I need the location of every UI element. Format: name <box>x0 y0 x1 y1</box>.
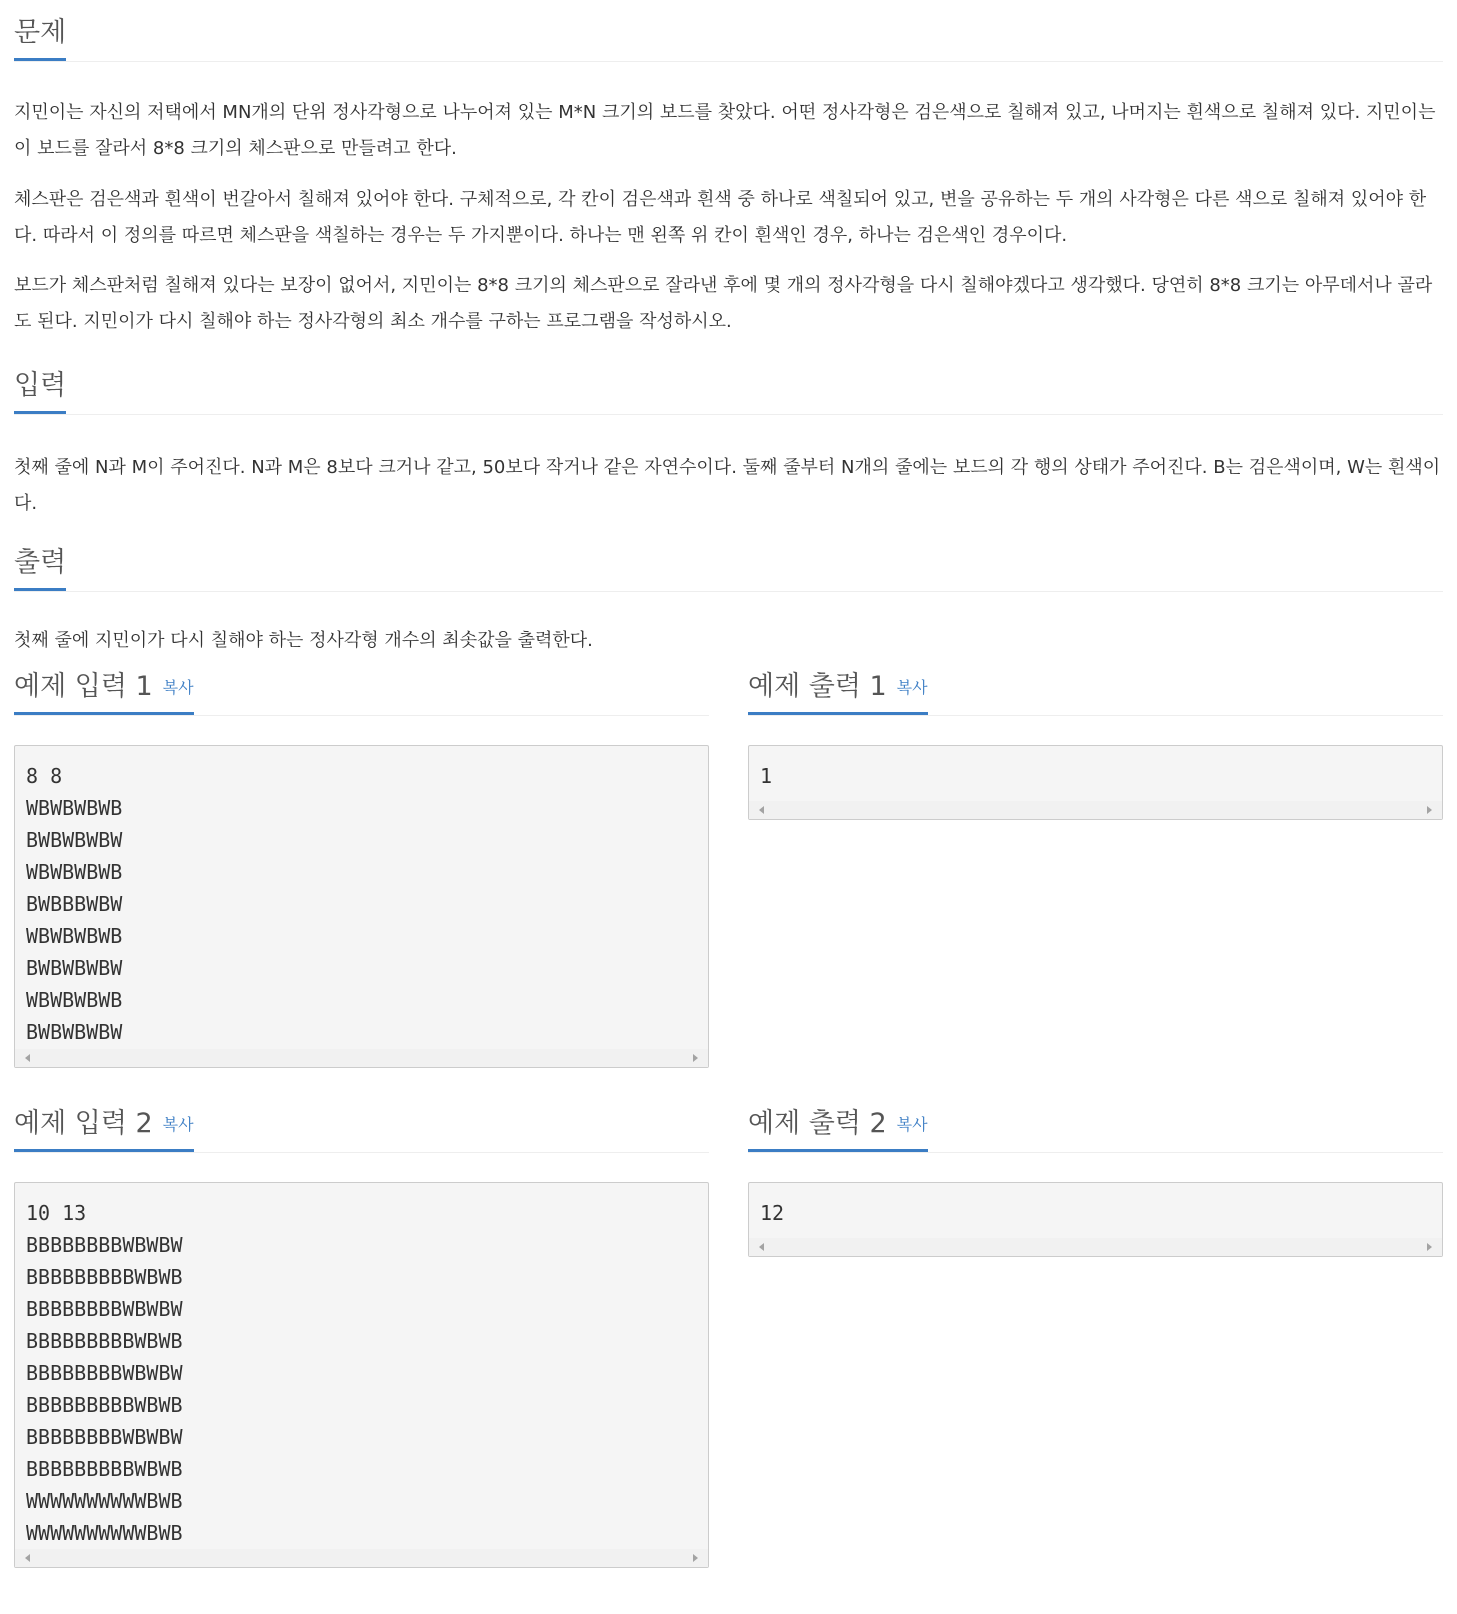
sample-output-1-title <box>748 673 928 715</box>
scroll-right-arrow-icon[interactable] <box>693 1554 698 1562</box>
scroll-right-arrow-icon[interactable] <box>1427 1243 1432 1251</box>
sample-input-2-section <box>14 1090 709 1545</box>
sample-output-1-text: 1 <box>760 764 773 788</box>
problem-title: 문제 <box>14 19 66 61</box>
copy-sample-output-1-button[interactable]: 복사 <box>896 678 928 697</box>
sample-output-2-title <box>748 1110 928 1152</box>
sample-output-1-scrollbar[interactable] <box>749 801 1442 819</box>
problem-paragraph-1: 지민이는 자신의 저택에서 MN개의 단위 정사각형으로 나누어져 있는 M*N 크기의 보드를 찾았다. 어떤 정사각형은 검은색으로 칠해져 있고, 나머지는 흰색으로 칠해져 있다. 지민이는 이 보드를 잘라서 8*8 크기의 체스판으로 만들려고 한다. <box>14 102 1436 159</box>
scroll-left-arrow-icon[interactable] <box>25 1554 30 1562</box>
copy-sample-output-2-button[interactable]: 복사 <box>896 1115 928 1134</box>
problem-paragraph-3: 보드가 체스판처럼 칠해져 있다는 보장이 없어서, 지민이는 8*8 크기의 체스판으로 잘라낸 후에 몇 개의 정사각형을 다시 칠해야겠다고 생각했다. 당연히 8*8 크기는 아무데서나 골라도 된다. 지민이가 다시 칠해야 하는 정사각형의 최소 개수를 구하는 프로그램을 작성하시오. <box>14 275 1433 332</box>
sample-input-1-label: 예제 입력 1 <box>14 671 153 702</box>
input-title: 입력 <box>14 372 66 414</box>
sample-input-2-box[interactable] <box>14 1182 709 1568</box>
scroll-right-arrow-icon[interactable] <box>693 1054 698 1062</box>
sample-input-2-headline <box>14 1090 709 1153</box>
scroll-left-arrow-icon[interactable] <box>759 1243 764 1251</box>
sample-output-2-box[interactable] <box>748 1182 1443 1257</box>
scroll-left-arrow-icon[interactable] <box>759 806 764 814</box>
sample-input-1-headline <box>14 653 709 716</box>
output-section <box>14 530 1443 651</box>
sample-input-2-label: 예제 입력 2 <box>14 1108 153 1139</box>
sample-output-1-label: 예제 출력 1 <box>748 671 887 702</box>
input-paragraph-1: 첫째 줄에 N과 M이 주어진다. N과 M은 8보다 크거나 같고, 50보다 작거나 같은 자연수이다. 둘째 줄부터 N개의 줄에는 보드의 각 행의 상태가 주어진다. B는 검은색이며, W는 흰색이다. <box>14 457 1441 514</box>
sample-input-1-box[interactable] <box>14 745 709 1068</box>
sample-input-1-title <box>14 673 194 715</box>
input-section <box>14 353 1443 514</box>
problem-headline <box>14 0 1443 62</box>
output-headline <box>14 530 1443 592</box>
sample-input-2-text: 10 13 BBBBBBBBWBWBW BBBBBBBBBWBWB BBBBBBBBWBWBW BBBBBBBBBWBWB BBBBBBBBWBWBW BBBBBBBBBWBWB BBBBBBBBWBWBW BBBBBBBBBWBWB WWWWWWWWWWBWB WWWWWWWWWWBWB <box>26 1201 183 1545</box>
sample-output-1-headline <box>748 653 1443 716</box>
copy-sample-input-1-button[interactable]: 복사 <box>162 678 194 697</box>
sample-input-1-scrollbar[interactable] <box>15 1049 708 1067</box>
problem-paragraph-2: 체스판은 검은색과 흰색이 번갈아서 칠해져 있어야 한다. 구체적으로, 각 칸이 검은색과 흰색 중 하나로 색칠되어 있고, 변을 공유하는 두 개의 사각형은 다른 색으로 칠해져 있어야 한다. 따라서 이 정의를 따르면 체스판을 색칠하는 경우는 두 가지뿐이다. 하나는 맨 왼쪽 위 칸이 흰색인 경우, 하나는 검은색인 경우이다. <box>14 189 1427 246</box>
sample-output-1-section <box>748 653 1443 788</box>
sample-input-1-text: 8 8 WBWBWBWB BWBWBWBW WBWBWBWB BWBBBWBW WBWBWBWB BWBWBWBW WBWBWBWB BWBWBWBW <box>26 764 123 1044</box>
sample-input-2-title <box>14 1110 194 1152</box>
sample-output-1-box[interactable] <box>748 745 1443 820</box>
output-title: 출력 <box>14 549 66 591</box>
sample-output-2-scrollbar[interactable] <box>749 1238 1442 1256</box>
scroll-right-arrow-icon[interactable] <box>1427 806 1432 814</box>
copy-sample-input-2-button[interactable]: 복사 <box>162 1115 194 1134</box>
sample-input-1-section <box>14 653 709 1044</box>
sample-output-2-text: 12 <box>760 1201 785 1225</box>
output-paragraph-1: 첫째 줄에 지민이가 다시 칠해야 하는 정사각형 개수의 최솟값을 출력한다. <box>14 630 593 651</box>
scroll-left-arrow-icon[interactable] <box>25 1054 30 1062</box>
sample-output-2-headline <box>748 1090 1443 1153</box>
input-headline <box>14 353 1443 415</box>
sample-output-2-section <box>748 1090 1443 1225</box>
sample-output-2-label: 예제 출력 2 <box>748 1108 887 1139</box>
sample-input-2-scrollbar[interactable] <box>15 1549 708 1567</box>
problem-section <box>14 0 1443 332</box>
